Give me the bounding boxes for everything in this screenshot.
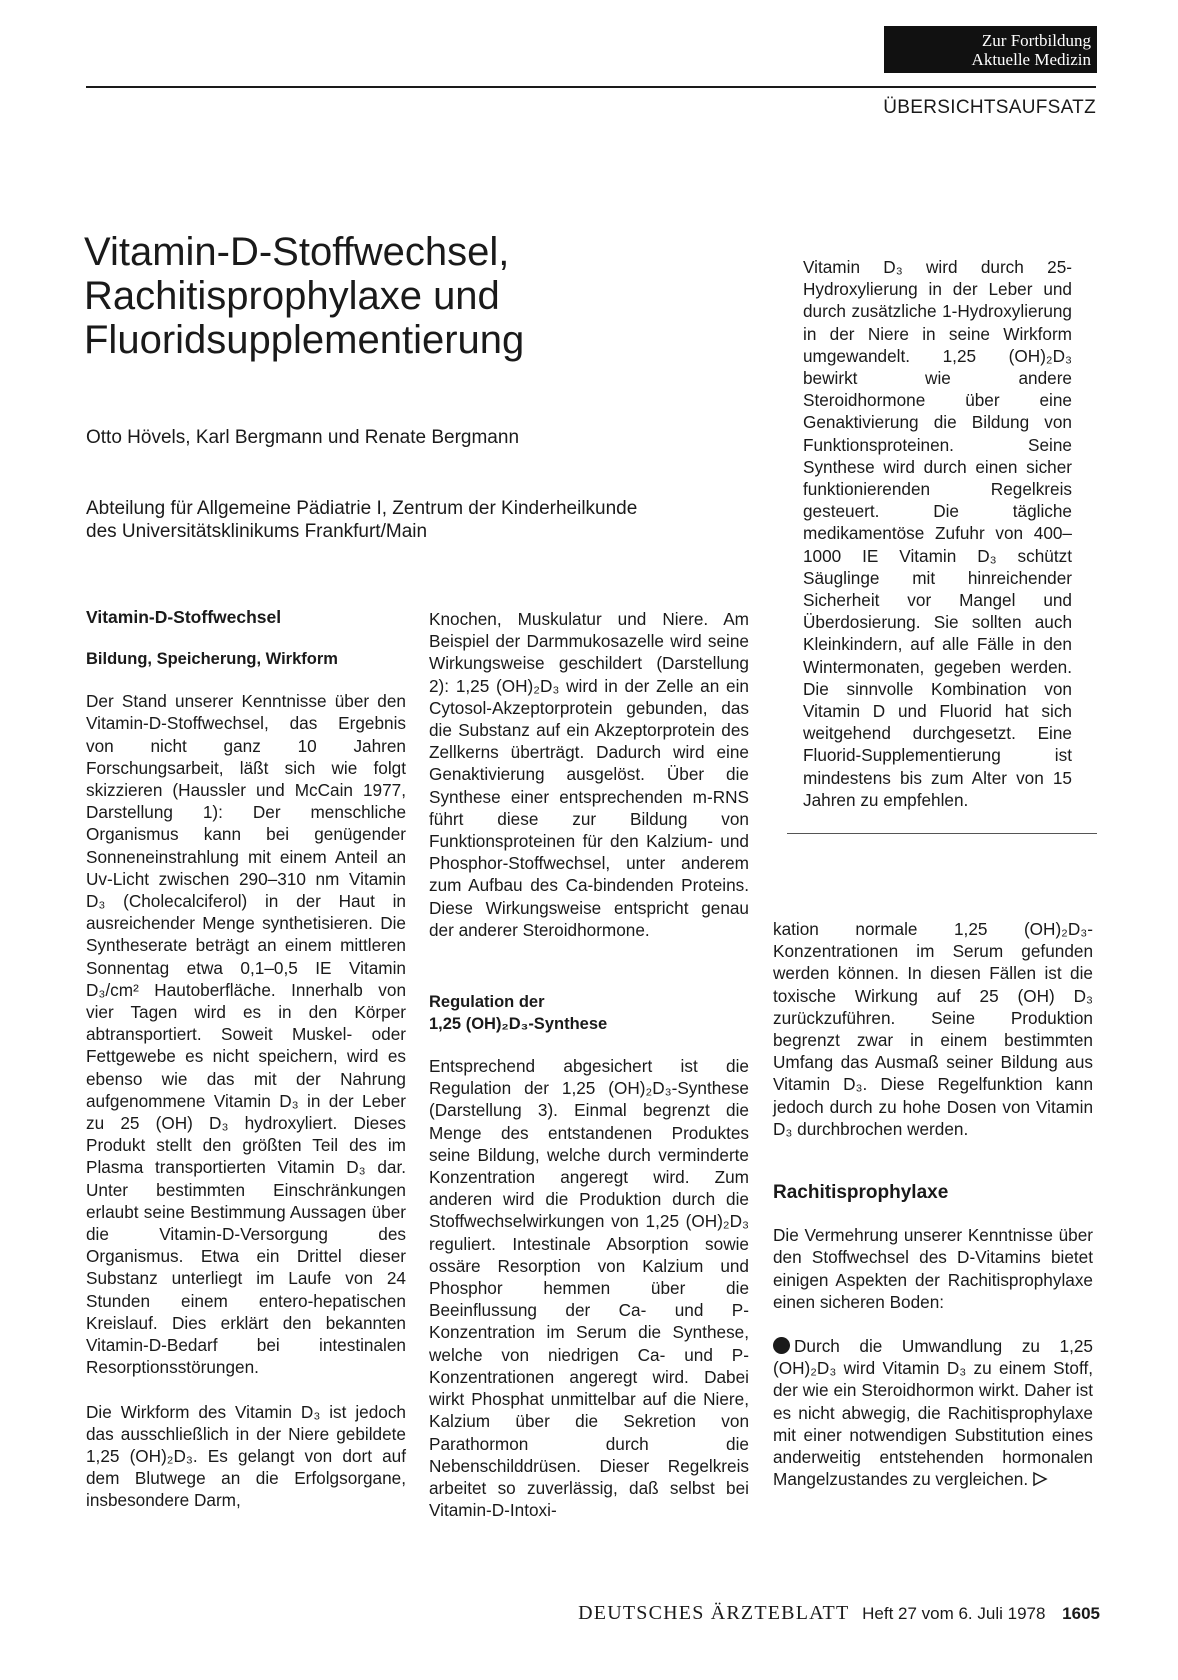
heading-bildung: Bildung, Speicherung, Wirkform — [86, 650, 338, 669]
paragraph-7 — [773, 1335, 1093, 1490]
authors: Otto Hövels, Karl Bergmann und Renate Bergmann — [86, 427, 520, 448]
column-right — [773, 918, 1093, 1490]
number-one-icon — [773, 1337, 790, 1354]
paragraph-4: Entsprechend abgesichert ist die Regulation der 1,25 (OH)₂D₃-Synthese (Darstellung 3). Einmal begrenzt die Menge des entstandenen Produktes seine Bildung, welche durch verminderte Konzentration angeregt wird. Zum anderen wird die Produktion durch die Stoffwechselwirkungen von 1,25 (OH)₂D₃ reguliert. Intestinale Absorption sowie ossäre Resorption von Kalzium und Phosphor hemmen über die Beeinflussung der Ca- und P-Konzentration im Serum die Synthese, welche von niedrigen Ca- und P-Konzentrationen angeregt wird. Dabei wirkt Phosphat unmittelbar auf die Niere, Kalzium über die Sekretion von Parathormon durch die Nebenschilddrüsen. Dieser Regelkreis arbeitet so zuverlässig, daß selbst bei Vitamin-D-Intoxi- — [429, 1056, 749, 1521]
paragraph-7-text: Durch die Umwandlung zu 1,25 (OH)₂D₃ wird Vitamin D₃ zu einem Stoff, der wie ein Steroidhormon wirkt. Daher ist es nicht abwegig, die Rachitisprophylaxe mit einer notwendigen Substitution eines anderweitig entstehenden hormonalen Mangelzustandes zu vergleichen. — [773, 1336, 1093, 1490]
heading-vitamin-d-stoffwechsel: Vitamin-D-Stoffwechsel — [86, 607, 282, 627]
affiliation-line-2: des Universitätsklinikums Frankfurt/Main — [86, 521, 428, 542]
rubric-line-2: Aktuelle Medizin — [971, 50, 1091, 69]
paragraph-1: Der Stand unserer Kenntnisse über den Vitamin-D-Stoffwechsel, das Ergebnis von nicht ganz 10 Jahren Forschungsarbeit, läßt sich wie folgt skizzieren (Haussler und McCain 1977, Darstellung 1): Der menschliche Organismus kann bei genügender Sonneneinstrahlung mit einem Anteil an Uv-Licht zwischen 290–310 nm Vitamin D₃ (Cholecalciferol) in der Haut in ausreichender Menge synthetisieren. Die Syntheserate beträgt an einem mittleren Sonnentag etwa 0,1–0,5 IE Vitamin D₃/cm² Hautoberfläche. Innerhalb von vier Tagen wird es in den Körper abtransportiert. Soweit Muskel- oder Fettgewebe es nicht speichern, wird es ebenso wie das mit der Nahrung aufgenommene Vitamin D₃ in der Leber zu 25 (OH) D₃ hydroxyliert. Dieses Produkt stellt den größten Teil des im Plasma transportierten Vitamin D₃ dar. Unter bestimmten Einschränkungen erlaubt seine Bestimmung Aussagen über die Vitamin-D-Versorgung des Organismus. Etwa ein Drittel dieser Substanz unterliegt im Laufe von 24 Stunden einem entero-hepatischen Kreislauf. Dies erklärt den bekannten Vitamin-D-Bedarf bei intestinalen Resorptionsstörungen. — [86, 691, 406, 1378]
summary-divider — [787, 833, 1097, 834]
continue-arrow-icon — [1032, 1471, 1048, 1487]
affiliation-line-1: Abteilung für Allgemeine Pädiatrie I, Zentrum der Kinderheilkunde — [86, 498, 638, 519]
summary-box — [803, 256, 1072, 811]
heading-regulation-line-1: Regulation der — [429, 993, 545, 1012]
article-title — [84, 230, 604, 362]
section-label: ÜBERSICHTSAUFSATZ — [883, 97, 1096, 118]
paragraph-6: Die Vermehrung unserer Kenntnisse über den Stoffwechsel des D-Vitamins bietet einigen Aspekten der Rachitisprophylaxe einen sicheren Boden: — [773, 1225, 1093, 1312]
page-number: 1605 — [1062, 1604, 1100, 1623]
heading-rachitisprophylaxe: Rachitisprophylaxe — [773, 1182, 949, 1204]
issue-info: Heft 27 vom 6. Juli 1978 — [862, 1604, 1046, 1623]
paragraph-2: Die Wirkform des Vitamin D₃ ist jedoch das ausschließlich in der Niere gebildete 1,25 (OH)₂D₃. Es gelangt von dort auf dem Blutwege an die Erfolgsorgane, insbesondere Darm, — [86, 1401, 406, 1511]
paragraph-5: kation normale 1,25 (OH)₂D₃-Konzentrationen im Serum gefunden werden können. In diesen Fällen ist die toxische Wirkung auf 25 (OH) D₃ zurückzuführen. Seine Produktion begrenzt zwar in einem bestimmten Umfang das Ausmaß seiner Bildung aus Vitamin D₃. Diese Regelfunktion kann jedoch durch zu hohe Dosen von Vitamin D₃ durchbrochen werden. — [773, 919, 1093, 1139]
title-line-3: Fluoridsupplementierung — [84, 318, 525, 362]
header-rule — [86, 86, 1096, 88]
title-line-2: Rachitisprophylaxe und — [84, 274, 500, 318]
rubric-line-1: Zur Fortbildung — [981, 31, 1091, 50]
column-middle — [429, 608, 749, 1521]
paragraph-3: Knochen, Muskulatur und Niere. Am Beispiel der Darmmukosazelle wird seine Wirkungsweise geschildert (Darstellung 2): 1,25 (OH)₂D₃ wird in der Zelle an ein Cytosol-Akzeptorprotein gebunden, das die Substanz auf ein Akzeptorprotein des Zellkerns überträgt. Dadurch wird eine Genaktivierung ausgelöst. Über die Synthese einer entsprechenden m-RNS führt diese zur Bildung von Funktionsproteinen für den Kalzium- und Phosphor-Stoffwechsel, unter anderem zum Aufbau des Ca-bindenden Proteins. Diese Wirkungsweise entspricht genau der anderer Steroidhormone. — [429, 609, 749, 940]
heading-regulation-line-2: 1,25 (OH)₂D₃-Synthese — [429, 1015, 608, 1034]
summary-text: Vitamin D₃ wird durch 25-Hydroxylierung in der Leber und durch zusätzliche 1-Hydroxylierung in der Niere in seine Wirkform umgewandelt. 1,25 (OH)₂D₃ bewirkt wie andere Steroidhormone über eine Genaktivierung die Bildung von Funktionsproteinen. Seine Synthese wird durch einen sicher funktionierenden Regelkreis gesteuert. Die tägliche medikamentöse Zufuhr von 400–1000 IE Vitamin D₃ schützt Säuglinge mit hinreichender Sicherheit vor Mangel und Überdosierung. Sie sollten auch Kleinkindern, auf alle Fälle in den Wintermonaten, gegeben werden. Die sinnvolle Kombination von Vitamin D und Fluorid hat sich weitgehend durchgesetzt. Eine Fluorid-Supplementierung ist mindestens bis zum Alter von 15 Jahren zu empfehlen. — [803, 257, 1072, 810]
affiliation — [86, 497, 786, 543]
column-left — [86, 606, 406, 1512]
title-line-1: Vitamin-D-Stoffwechsel, — [84, 230, 510, 274]
journal-name: DEUTSCHES ÄRZTEBLATT — [578, 1602, 850, 1624]
page-footer — [470, 1602, 1100, 1625]
rubric-badge — [884, 26, 1097, 73]
heading-regulation — [429, 991, 749, 1035]
